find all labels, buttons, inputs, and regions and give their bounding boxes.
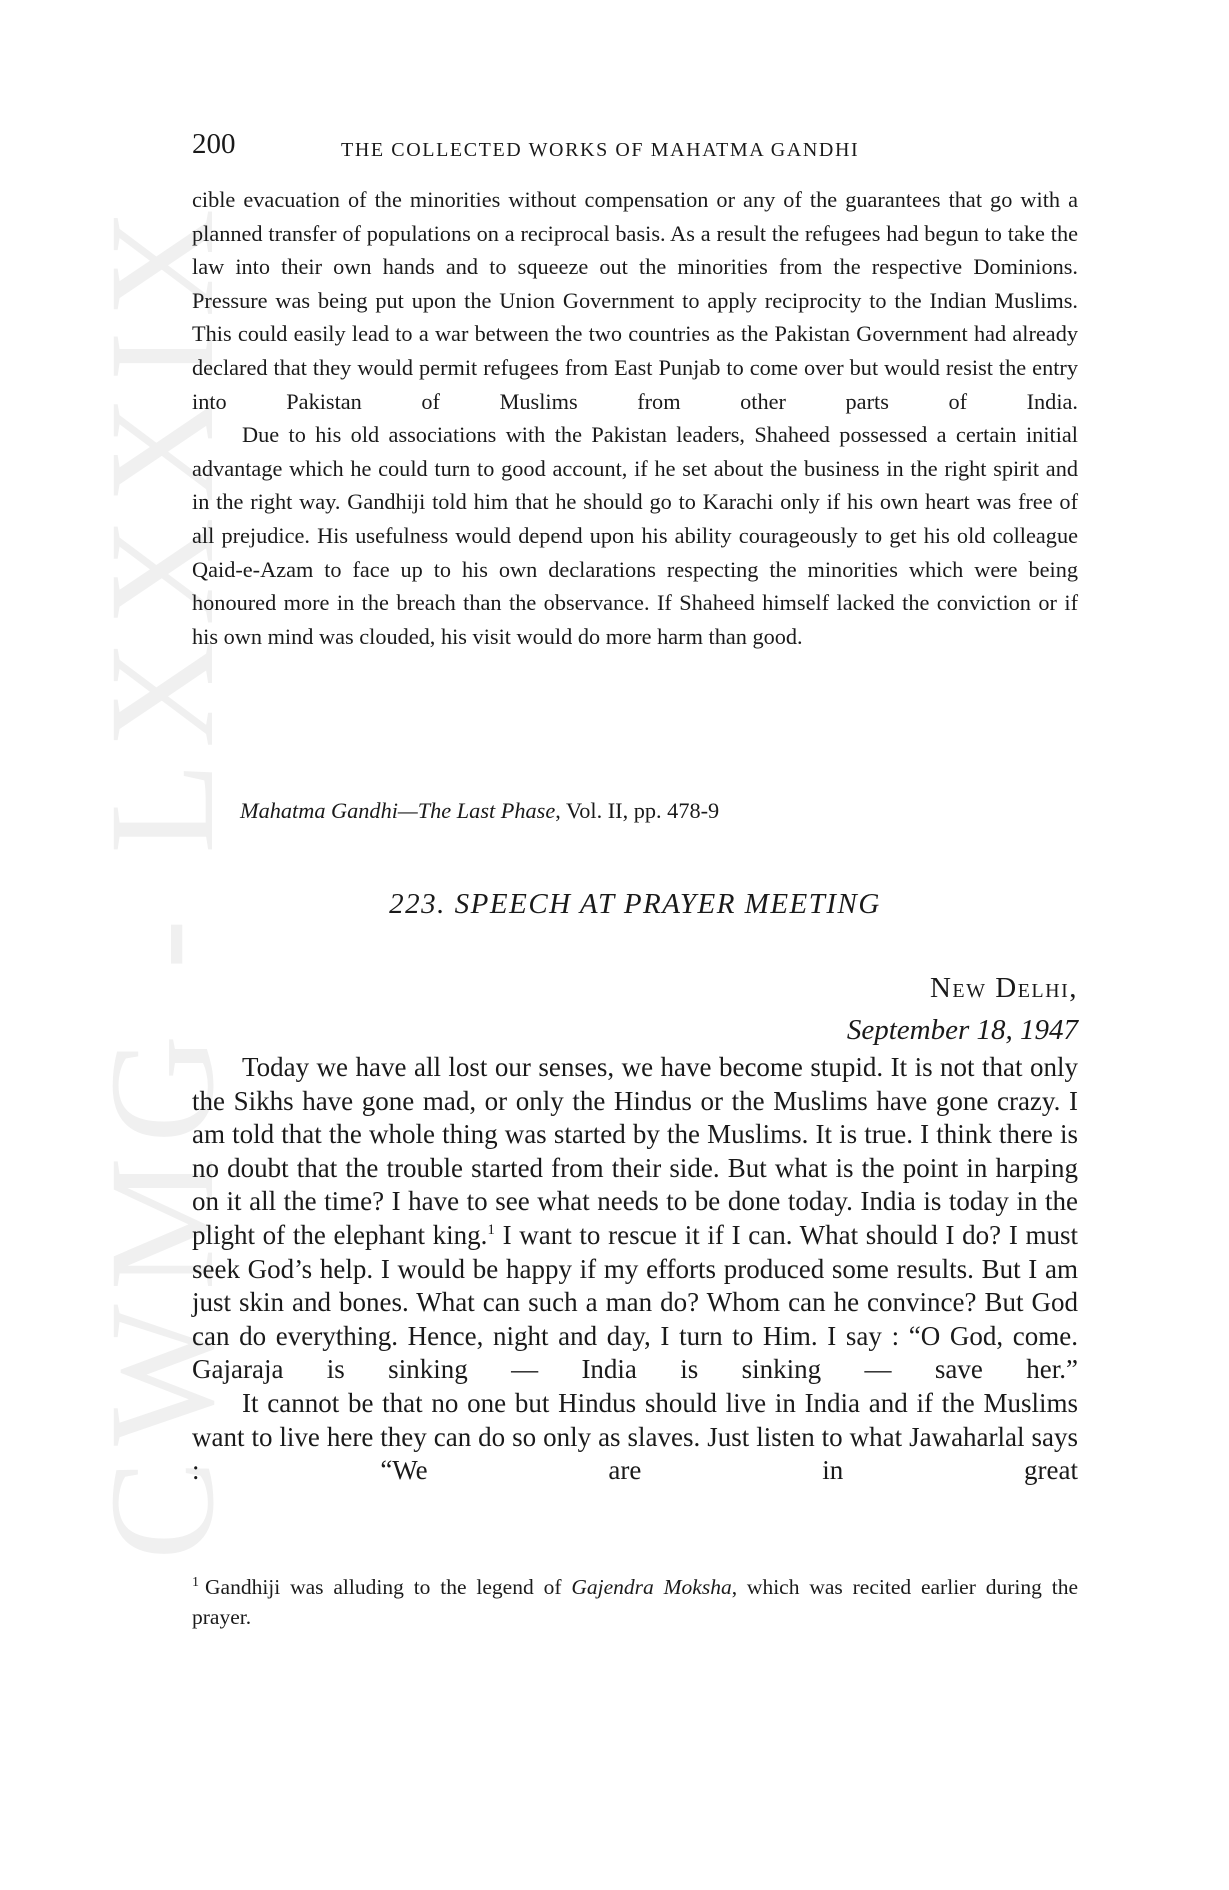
- section-title: 223. SPEECH AT PRAYER MEETING: [389, 888, 881, 920]
- footnote-text: Gandhiji was alluding to the legend of: [205, 1575, 572, 1599]
- speech-text: [192, 1051, 1078, 1488]
- page-header: [192, 128, 1078, 168]
- paragraph: cible evacuation of the minorities without compensation or any of the guarantees that go with a planned transfer of populations on a reciprocal basis. As a result the refugees had begun to take the law into their own hands and to squeeze out the minorities from the respective Dominions. Pressure was being put upon the Union Government to apply reciprocity to the Indian Muslims. This could easily lead to a war between the two countries as the Pakistan Government had already declared that they would permit refugees from East Punjab to come over but would resist the entry into Pakistan of Muslims from other parts of India.: [192, 187, 1078, 414]
- source-title: Mahatma Gandhi—The Last Phase: [240, 798, 556, 823]
- paragraph-text: Today we have all lost our senses, we have become stupid. It is not that only the Sikhs have gone mad, or only the Hindus or the Muslims have gone crazy. I am told that the whole thing was started by the Muslims. It is true. I think there is no doubt that the trouble started from their side. But what is the point in harping on it all the time? I have to see what needs to be done today. India is today in the plight of the elephant king.: [192, 1052, 1078, 1250]
- paragraph-text: I want to rescue it if I can. What should I do? I must seek God’s help. I would be happy if my efforts produced some results. But I am just skin and bones. What can such a man do? Whom can he convince? But God can do everything. Hence, night and day, I turn to Him. I say : “O God, come. Gajaraja is sinking — India is sinking — save her.”: [192, 1219, 1078, 1385]
- footnote-text: , which was recited earlier during the prayer.: [192, 1575, 1078, 1629]
- running-head: THE COLLECTED WORKS OF MAHATMA GANDHI: [341, 139, 860, 161]
- paragraph: Due to his old associations with the Pakistan leaders, Shaheed possessed a certain initial advantage which he could turn to good account, if he set about the business in the right spirit and in the right way. Gandhiji told him that he should go to Karachi only if his own heart was free of all prejudice. His usefulness would depend upon his ability courageously to get his old colleague Qaid-e-Azam to face up to his own declarations respecting the minorities which were being honoured more in the breach than the observance. If Shaheed himself lacked the conviction or if his own mind was clouded, his visit would do more harm than good.: [192, 422, 1078, 649]
- footnote-italic: Gajendra Moksha: [571, 1575, 732, 1599]
- footnotes: [192, 1568, 1078, 1632]
- paragraph: It cannot be that no one but Hindus should live in India and if the Muslims want to live here they can do so only as slaves. Just listen to what Jawaharlal says : “We are in great: [192, 1387, 1078, 1486]
- footnote-reference[interactable]: 1: [487, 1221, 495, 1238]
- dateline-place: New Delhi,: [929, 972, 1078, 1004]
- page-number: 200: [192, 128, 236, 160]
- source-citation: [240, 794, 719, 828]
- continued-text: [192, 183, 1078, 653]
- footnote: [192, 1568, 1078, 1632]
- footnote-mark: 1: [192, 1575, 199, 1590]
- dateline-date: September 18, 1947: [846, 1014, 1078, 1046]
- source-volume: , Vol. II, pp. 478-9: [555, 798, 720, 823]
- watermark: CWMG - LXXXIX: [79, 194, 245, 1560]
- paragraph: [192, 1051, 1078, 1387]
